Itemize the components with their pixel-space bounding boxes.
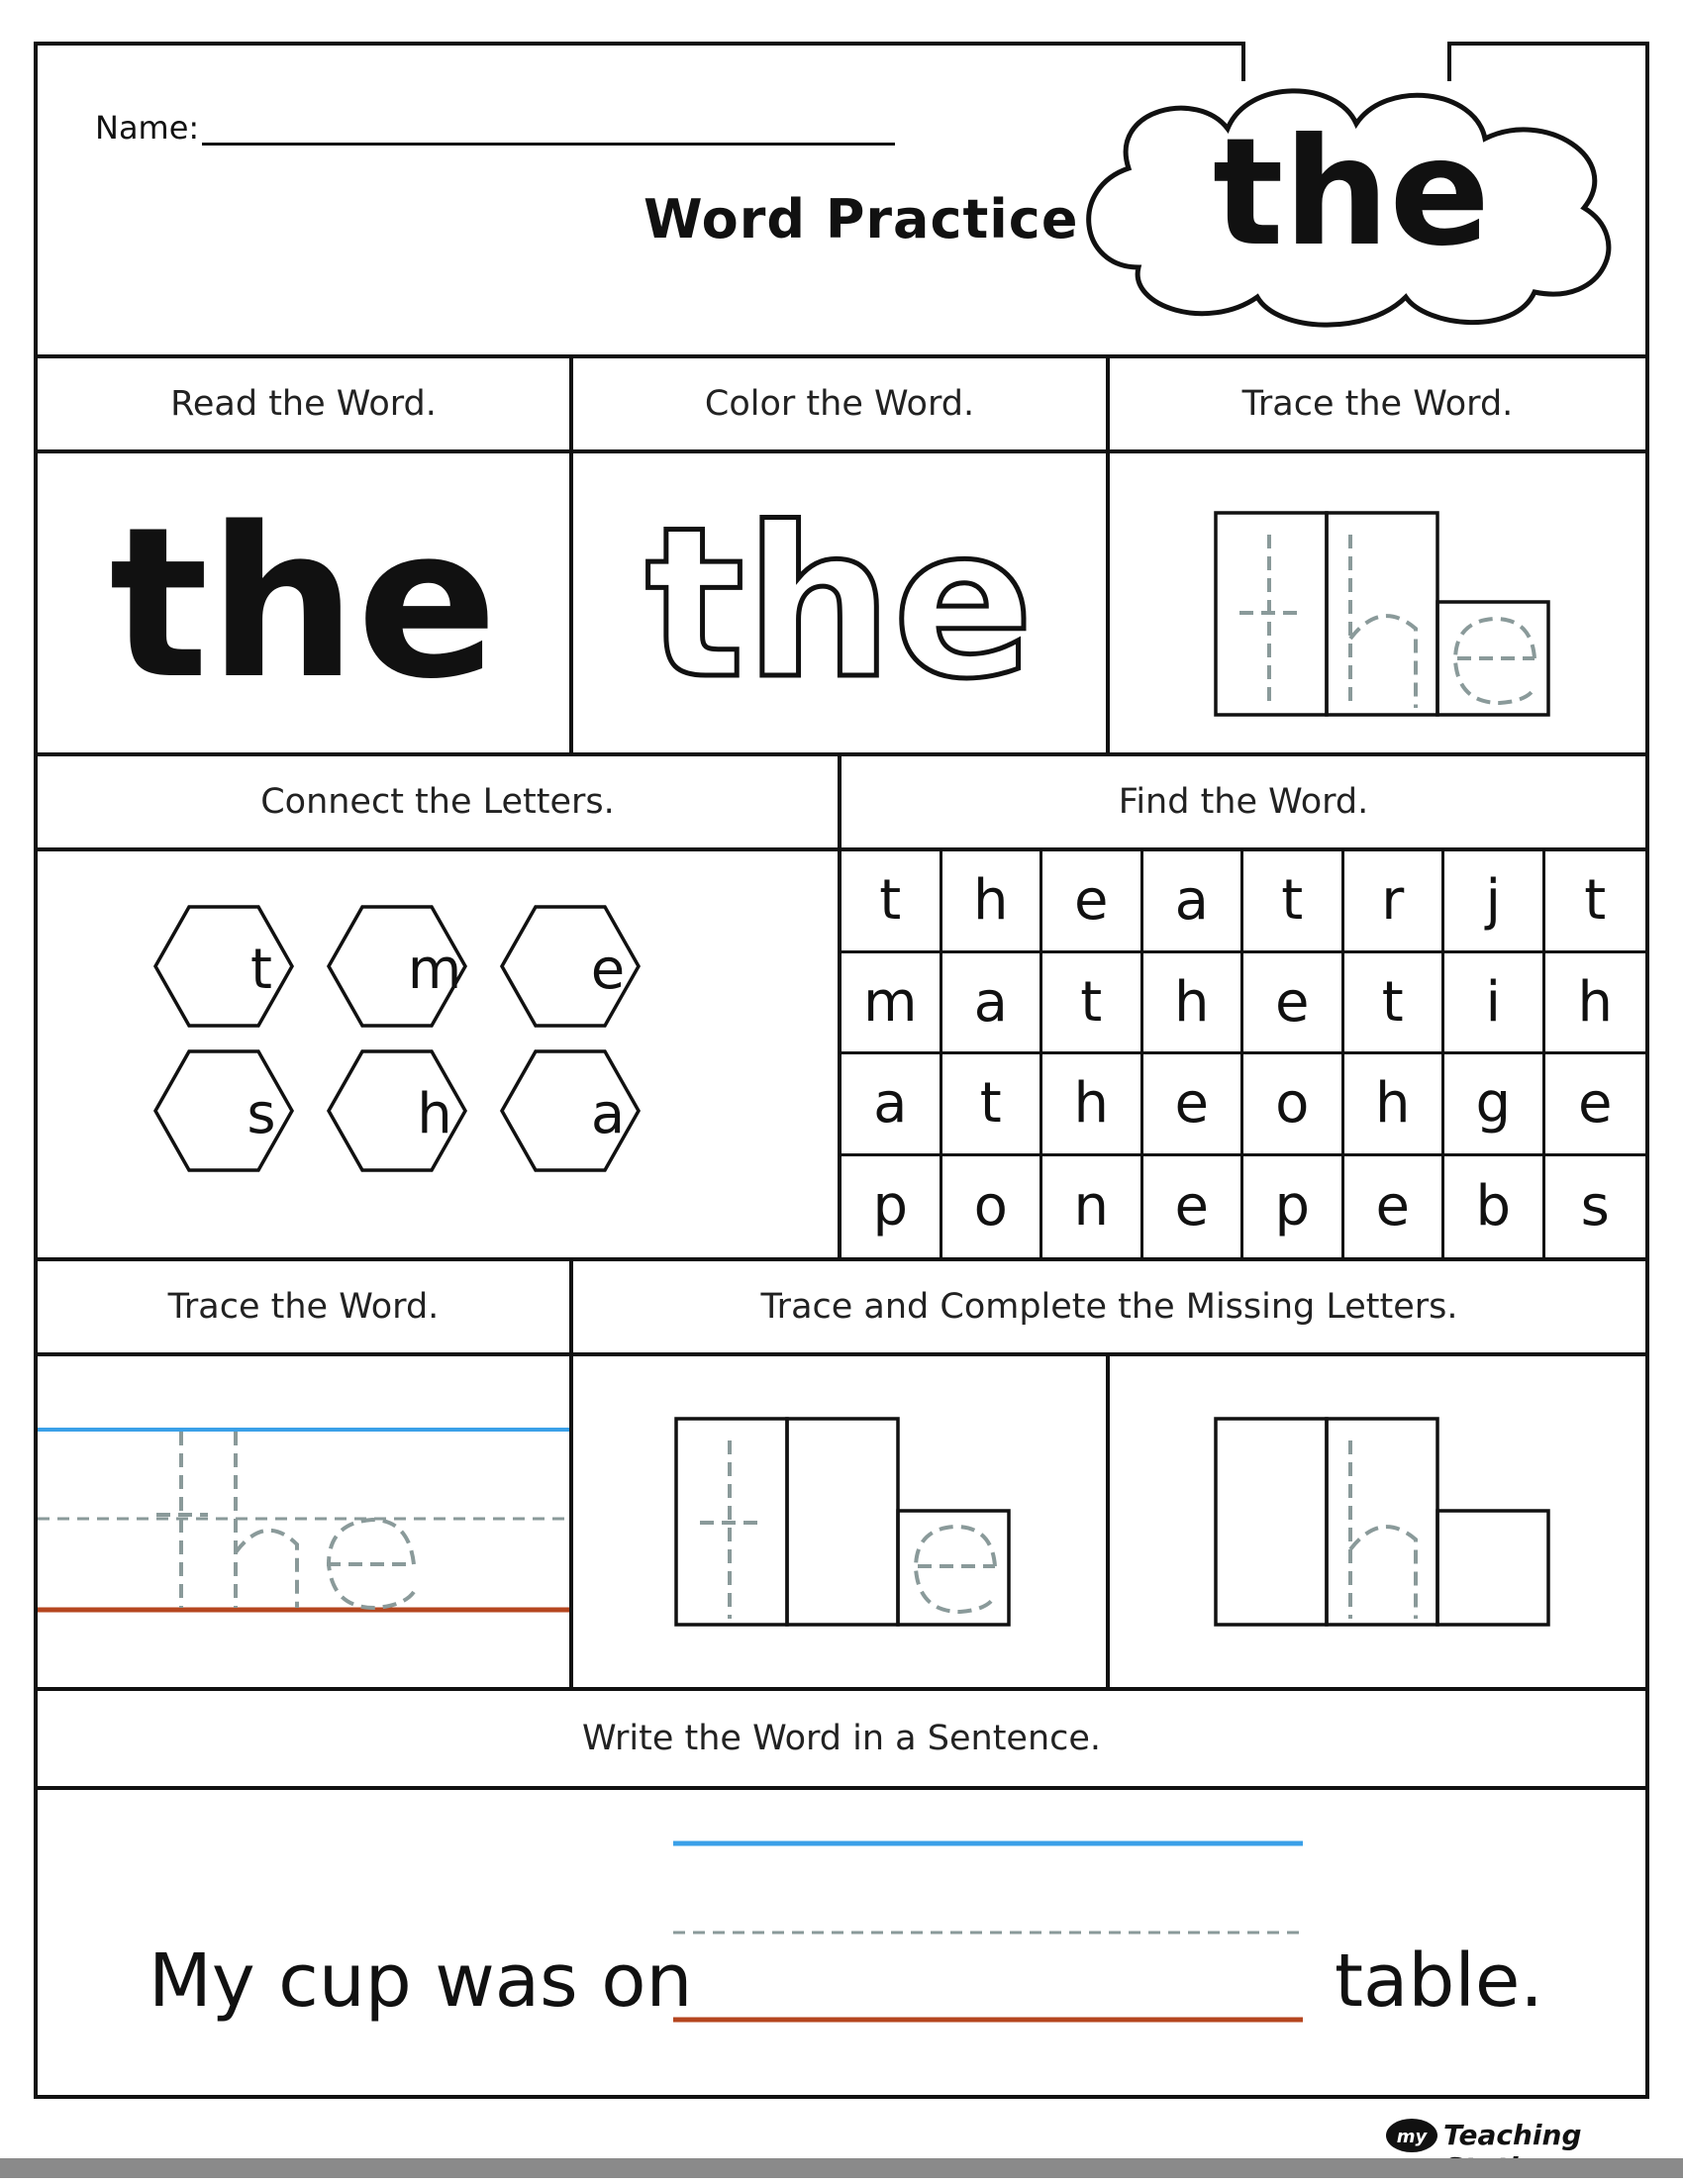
word-search-cell-letter[interactable]: e [1042,851,1143,953]
word-search-cell-letter[interactable]: e [1344,1156,1445,1258]
worksheet-title: Word Practice [644,188,1079,250]
word-search-cell-letter[interactable]: o [1243,1054,1344,1156]
color-word-label: Color the Word. [704,384,975,424]
read-word: the [109,482,498,725]
hex-letter-h[interactable]: h [417,1082,452,1146]
word-search-cell-letter[interactable]: t [1344,953,1445,1055]
word-search-cell-letter[interactable]: o [942,1156,1043,1258]
footer-bar [0,2158,1683,2178]
name-input-line[interactable] [202,143,895,146]
find-word-label: Find the Word. [1118,782,1369,822]
hex-letter-t[interactable]: t [250,938,272,1002]
word-search-grid [842,851,1645,1257]
word-search-cell-letter[interactable]: h [942,851,1043,953]
word-search-cell-letter[interactable]: e [1243,953,1344,1055]
word-search-cell-letter[interactable]: e [1143,1054,1244,1156]
hex-letter-a[interactable]: a [590,1082,626,1146]
word-search-cell-letter[interactable]: i [1444,953,1545,1055]
word-search-cell-letter[interactable]: t [1243,851,1344,953]
word-search-cell-letter[interactable]: t [1545,851,1646,953]
hex-letter-e[interactable]: e [590,938,626,1002]
word-search-cell-letter[interactable]: t [942,1054,1043,1156]
word-search-cell-letter[interactable]: h [1143,953,1244,1055]
hex-letter-s[interactable]: s [247,1082,276,1146]
teaching-station-logo-icon [1384,2117,1439,2154]
word-search-cell-letter[interactable]: h [1042,1054,1143,1156]
brand-name: Teaching [1443,2119,1582,2151]
word-search-cell-letter[interactable]: t [842,851,942,953]
word-search-cell-letter[interactable]: g [1444,1054,1545,1156]
name-label: Name: [95,109,200,147]
missing-letters-label: Trace and Complete the Missing Letters. [760,1287,1458,1327]
word-search-cell-letter[interactable]: a [842,1054,942,1156]
sentence-before: My cup was on [148,1938,693,2024]
missing-letter-boxes-1 [673,1416,1015,1629]
word-search-cell-letter[interactable]: a [1143,851,1244,953]
read-word-label: Read the Word. [170,384,437,424]
word-search-cell-letter[interactable]: a [942,953,1043,1055]
trace-word-label-2: Trace the Word. [167,1287,440,1327]
sentence-label: Write the Word in a Sentence. [581,1719,1102,1758]
word-search-cell-letter[interactable]: s [1580,1174,1610,1240]
word-search-cell-letter[interactable]: e [1143,1156,1244,1258]
word-search-cell-letter[interactable]: p [1243,1156,1344,1258]
word-search-cell-letter[interactable]: r [1344,851,1445,953]
word-search-cell-letter[interactable]: t [1042,953,1143,1055]
missing-letter-boxes-2 [1213,1416,1554,1629]
hexagon-grid [34,847,842,1261]
svg-text:my: my [1396,2127,1428,2147]
connect-letters-label: Connect the Letters. [260,782,615,822]
handwriting-lines [38,1356,569,1687]
sentence-after: table. [1335,1938,1543,2024]
trace-word-label: Trace the Word. [1241,384,1514,424]
header-word: the [1212,107,1491,279]
word-search-cell-letter[interactable]: j [1444,851,1545,953]
hex-letter-m[interactable]: m [407,938,462,1002]
word-search-cell-letter[interactable]: h [1344,1054,1445,1156]
word-search-cell-letter[interactable]: e [1545,1054,1646,1156]
word-search-cell-letter[interactable]: p [842,1156,942,1258]
trace-letter-boxes [1213,510,1554,718]
word-search-cell-letter[interactable]: b [1444,1156,1545,1258]
word-search-cell-letter[interactable]: n [1042,1156,1143,1258]
word-search-cell-letter[interactable]: h [1545,953,1646,1055]
sentence-writing-lines[interactable] [673,1832,1307,2030]
word-search-cell-letter[interactable]: m [842,953,942,1055]
header-tab-notch [1245,38,1449,51]
color-word-outline[interactable]: the [644,482,1035,725]
